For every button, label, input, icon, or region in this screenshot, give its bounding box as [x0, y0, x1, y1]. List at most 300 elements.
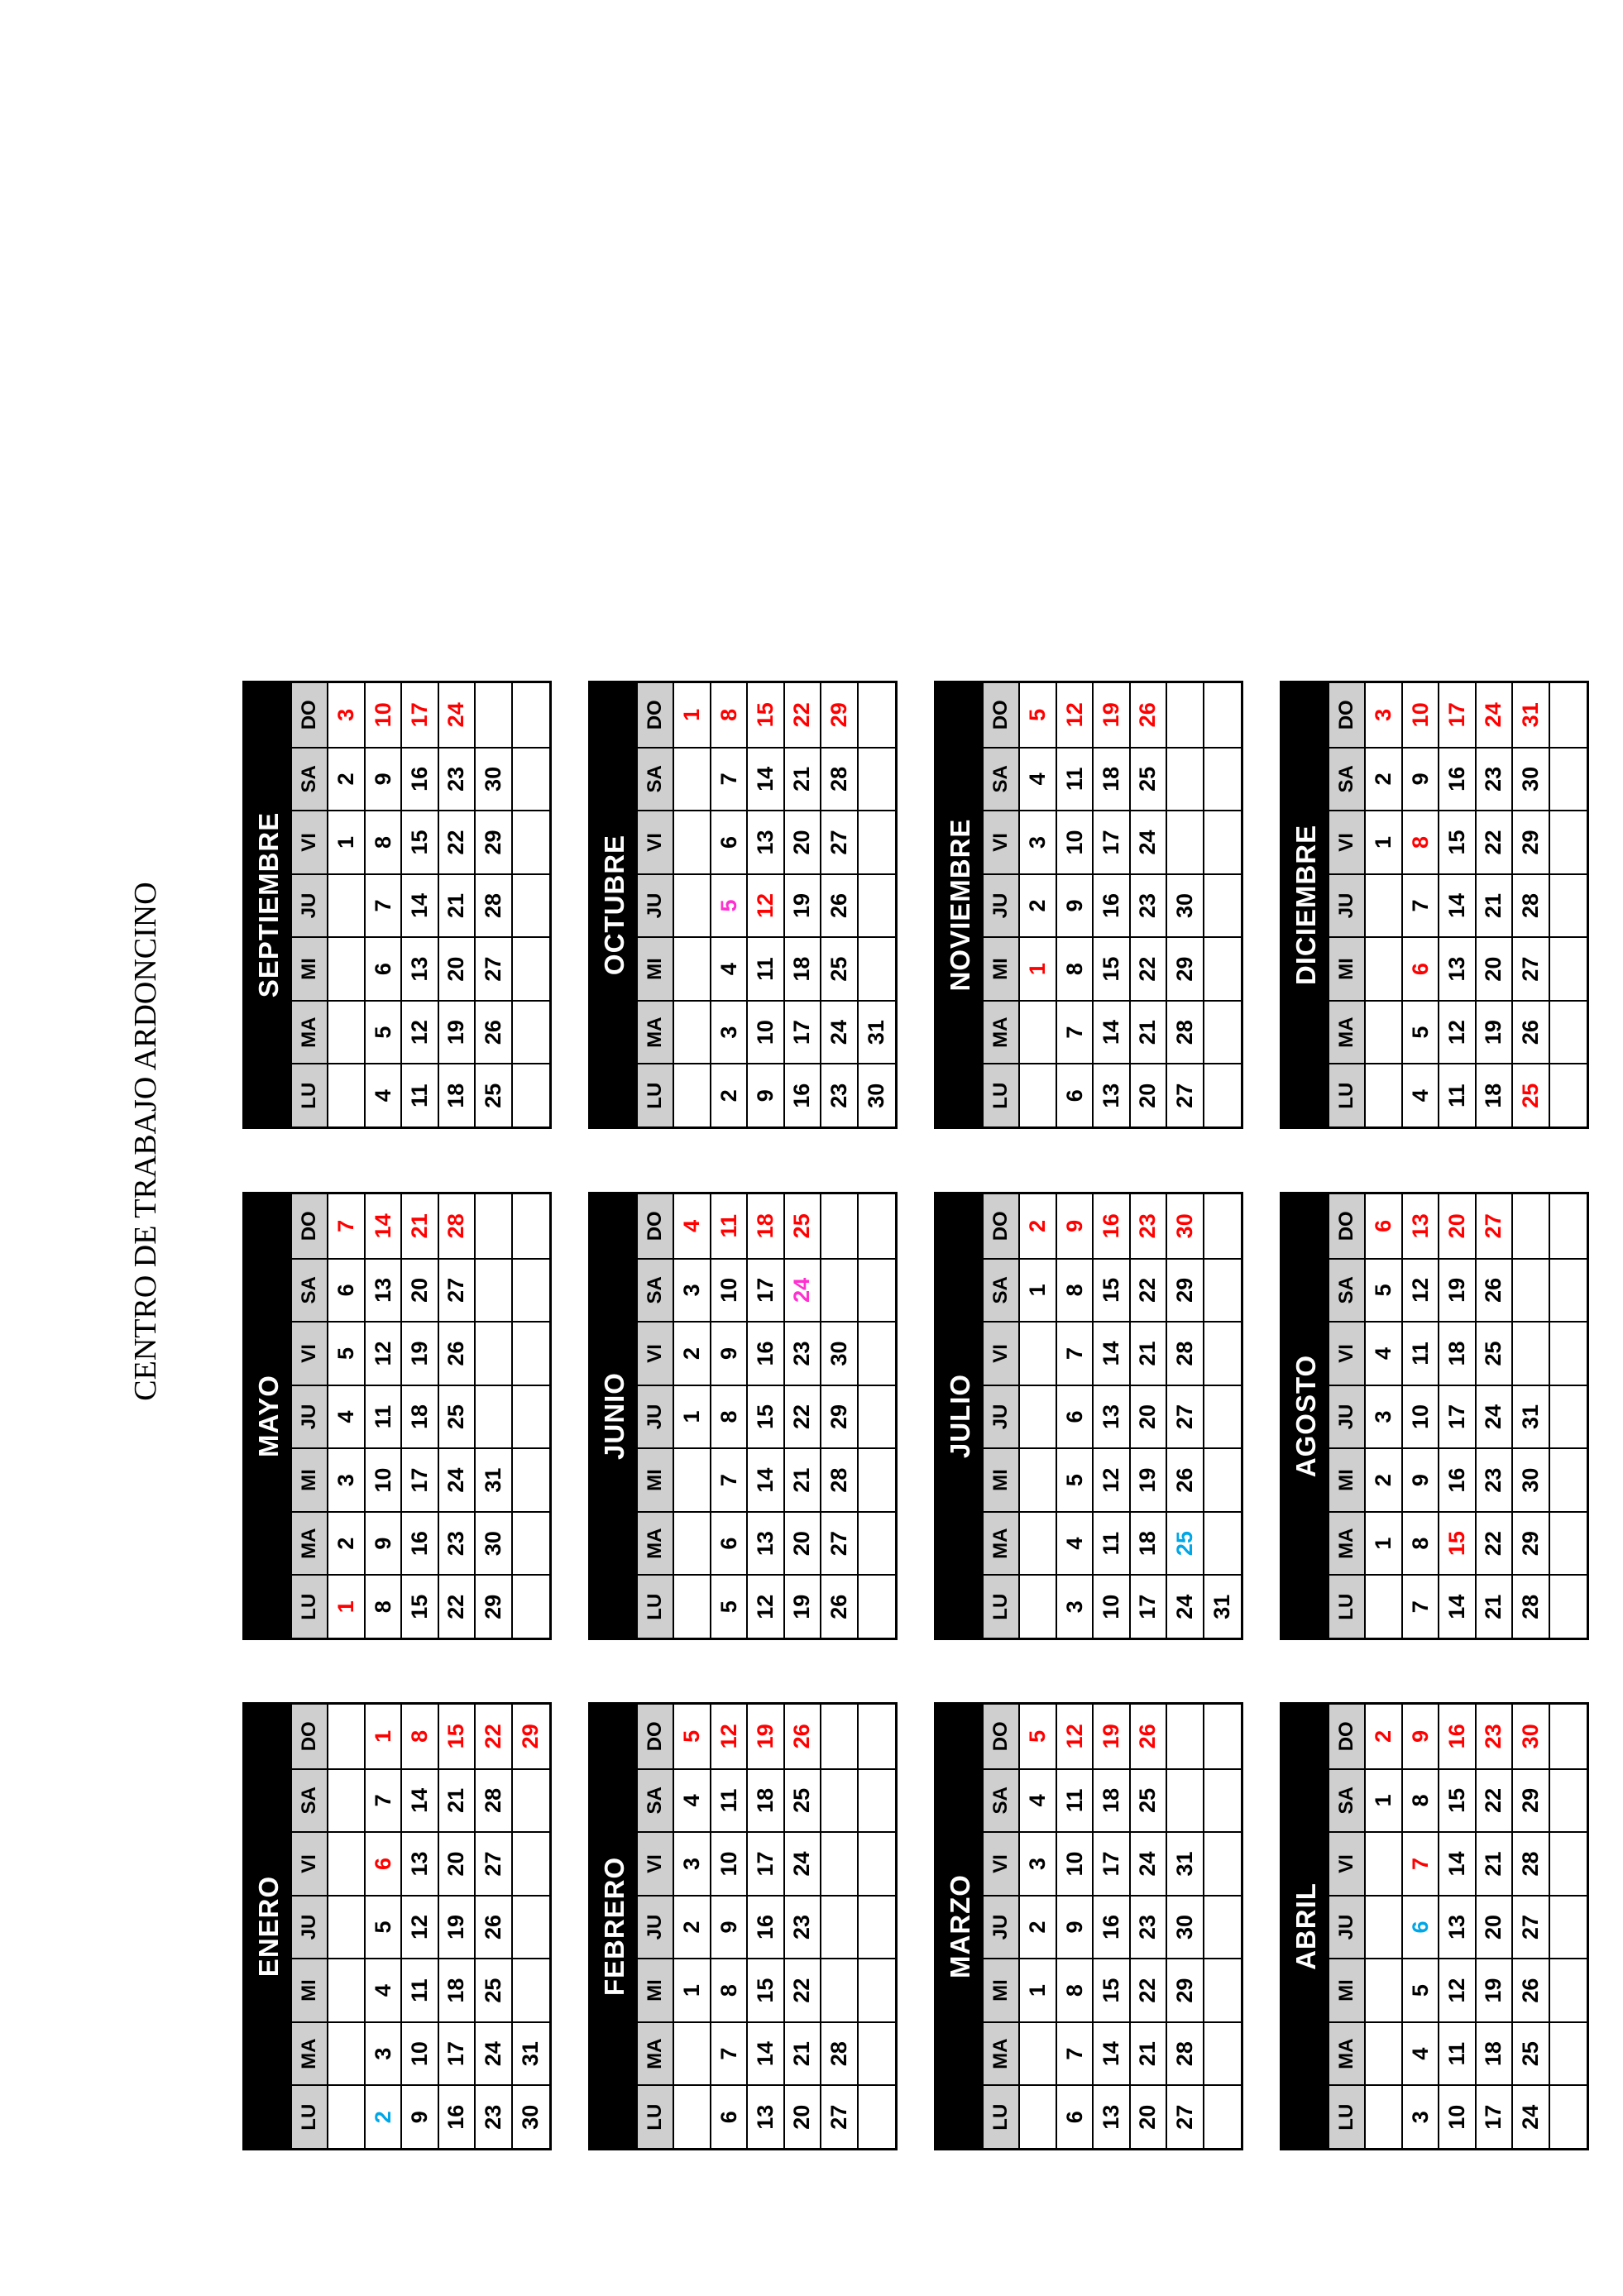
day-cell: 3 — [1366, 683, 1402, 747]
empty-day-cell — [1020, 1000, 1056, 1064]
weekday-header: MA — [984, 1511, 1020, 1575]
day-cell: 2 — [366, 2084, 402, 2148]
month-title: DICIEMBRE — [1282, 683, 1329, 1126]
day-cell: 13 — [402, 1831, 438, 1895]
empty-day-cell — [1204, 2084, 1241, 2148]
weekday-header: MA — [638, 1000, 674, 1064]
day-cell: 30 — [476, 747, 512, 811]
day-cell: 21 — [785, 747, 821, 811]
empty-day-cell — [476, 1321, 512, 1385]
empty-day-cell — [821, 1258, 858, 1322]
day-cell: 6 — [711, 1511, 748, 1575]
empty-day-cell — [1550, 1768, 1587, 1832]
day-cell: 2 — [1366, 1705, 1402, 1768]
day-cell: 22 — [1131, 1958, 1167, 2021]
month-noviembre — [934, 681, 1243, 1129]
day-cell: 4 — [711, 936, 748, 1000]
empty-day-cell — [821, 1958, 858, 2021]
day-cell: 3 — [1403, 2084, 1439, 2148]
day-cell: 27 — [1513, 1895, 1549, 1959]
empty-day-cell — [674, 936, 711, 1000]
day-cell: 24 — [785, 1831, 821, 1895]
day-cell: 11 — [1057, 747, 1094, 811]
day-grid — [292, 1194, 549, 1638]
empty-day-cell — [1550, 2021, 1587, 2085]
empty-day-cell — [1550, 1385, 1587, 1448]
month-octubre — [588, 681, 898, 1129]
day-cell: 30 — [1513, 747, 1549, 811]
day-cell: 10 — [1403, 683, 1439, 747]
day-cell: 15 — [748, 1385, 784, 1448]
day-cell: 25 — [476, 1063, 512, 1126]
day-cell: 23 — [1477, 1447, 1513, 1511]
day-cell: 15 — [1439, 1768, 1476, 1832]
day-cell: 19 — [1094, 1705, 1130, 1768]
day-cell: 20 — [785, 2084, 821, 2148]
weekday-header: JU — [292, 873, 328, 937]
day-cell: 9 — [1057, 1194, 1094, 1258]
day-cell: 15 — [1439, 810, 1476, 873]
weekday-header: VI — [638, 810, 674, 873]
day-cell: 7 — [711, 2021, 748, 2085]
weekday-header: DO — [292, 1194, 328, 1258]
empty-day-cell — [1366, 1958, 1402, 2021]
day-cell: 29 — [518, 1724, 543, 1749]
empty-day-cell — [1204, 747, 1241, 811]
day-cell: 10 — [1439, 2084, 1476, 2148]
empty-day-cell — [476, 1194, 512, 1258]
day-cell: 7 — [1403, 1574, 1439, 1638]
day-cell: 3 — [328, 683, 365, 747]
month-title: ABRIL — [1282, 1705, 1329, 2148]
day-cell: 17 — [1477, 2084, 1513, 2148]
day-cell: 6 — [1057, 2084, 1094, 2148]
day-cell: 1 — [1366, 1511, 1402, 1575]
weekday-header: SA — [1329, 747, 1366, 811]
month-title: OCTUBRE — [591, 683, 638, 1126]
month-septiembre — [242, 681, 552, 1129]
empty-day-cell — [328, 1768, 365, 1832]
weekday-header: SA — [1329, 1768, 1366, 1832]
day-cell: 6 — [1057, 1385, 1094, 1448]
day-cell: 10 — [711, 1831, 748, 1895]
day-cell: 20 — [402, 1258, 438, 1322]
weekday-header: JU — [292, 1895, 328, 1959]
day-cell: 12 — [1403, 1258, 1439, 1322]
empty-day-cell — [1513, 1258, 1549, 1322]
day-cell: 10 — [1057, 1831, 1094, 1895]
weekday-header: JU — [984, 1385, 1020, 1448]
day-cell: 26 — [821, 1574, 858, 1638]
day-cell: 21 — [1477, 1831, 1513, 1895]
day-cell: 14 — [366, 1194, 402, 1258]
empty-day-cell — [476, 1385, 512, 1448]
day-cell: 9 — [1403, 1705, 1439, 1768]
weekday-header: LU — [638, 1574, 674, 1638]
day-cell: 9 — [1403, 1447, 1439, 1511]
day-cell: 22 — [785, 1958, 821, 2021]
empty-day-cell — [1550, 936, 1587, 1000]
empty-day-cell — [1204, 1000, 1241, 1064]
empty-day-cell — [1366, 936, 1402, 1000]
day-cell: 1 — [1020, 936, 1056, 1000]
weekday-header: VI — [1329, 810, 1366, 873]
empty-day-cell — [513, 1194, 549, 1258]
day-cell: 1 — [1366, 1768, 1402, 1832]
day-cell: 29 — [1167, 1958, 1204, 2021]
day-cell: 16 — [1439, 1447, 1476, 1511]
day-cell: 25 — [1131, 747, 1167, 811]
day-cell: 24 — [1477, 1385, 1513, 1448]
day-cell: 21 — [1131, 1321, 1167, 1385]
weekday-header: MI — [984, 1447, 1020, 1511]
day-cell: 27 — [1513, 936, 1549, 1000]
empty-day-cell — [513, 1895, 549, 1959]
day-cell: 25 — [1167, 1511, 1204, 1575]
weekday-header: LU — [292, 2084, 328, 2148]
day-cell: 2 — [1366, 747, 1402, 811]
day-cell: 8 — [711, 1958, 748, 2021]
day-cell: 26 — [821, 873, 858, 937]
day-cell: 25 — [476, 1958, 512, 2021]
day-cell: 14 — [748, 2021, 784, 2085]
day-cell: 30 — [1167, 1895, 1204, 1959]
day-cell: 18 — [748, 1768, 784, 1832]
empty-day-cell — [859, 1958, 895, 2021]
day-cell: 28 — [439, 1194, 476, 1258]
empty-day-cell — [1550, 1958, 1587, 2021]
empty-day-cell — [1550, 1895, 1587, 1959]
day-cell: 18 — [748, 1194, 784, 1258]
day-cell: 7 — [1403, 1831, 1439, 1895]
day-cell: 22 — [1477, 810, 1513, 873]
day-cell: 13 — [1094, 1063, 1130, 1126]
weekday-header: VI — [984, 810, 1020, 873]
empty-day-cell — [1366, 1063, 1402, 1126]
empty-day-cell — [859, 1447, 895, 1511]
day-cell: 6 — [366, 1831, 402, 1895]
empty-day-cell — [674, 2084, 711, 2148]
day-cell: 28 — [821, 2021, 858, 2085]
empty-day-cell — [1204, 1511, 1241, 1575]
day-cell: 12 — [402, 1895, 438, 1959]
weekday-header: DO — [292, 1705, 328, 1768]
empty-day-cell — [821, 1194, 858, 1258]
month-title: JULIO — [936, 1194, 984, 1638]
day-cell: 12 — [402, 1000, 438, 1064]
day-cell: 12 — [711, 1705, 748, 1768]
day-grid — [1329, 1705, 1587, 2148]
day-cell: 2 — [1366, 1447, 1402, 1511]
empty-day-cell — [1204, 2021, 1241, 2085]
empty-day-cell — [513, 1063, 549, 1126]
day-cell: 7 — [711, 1447, 748, 1511]
empty-day-cell — [1204, 873, 1241, 937]
day-cell: 30 — [1167, 1194, 1204, 1258]
weekday-header: SA — [638, 1258, 674, 1322]
weekday-header: SA — [292, 1258, 328, 1322]
day-cell: 16 — [439, 2084, 476, 2148]
day-cell: 13 — [1439, 936, 1476, 1000]
day-cell: 31 — [1167, 1831, 1204, 1895]
weekday-header: JU — [1329, 1385, 1366, 1448]
page-title: CENTRO DE TRABAJO ARDONCINO — [128, 882, 163, 1401]
day-cell: 19 — [785, 1574, 821, 1638]
day-cell: 6 — [366, 936, 402, 1000]
empty-day-cell — [1366, 2021, 1402, 2085]
day-cell: 12 — [1439, 1958, 1476, 2021]
empty-day-cell — [859, 1768, 895, 1832]
month-title: MARZO — [936, 1705, 984, 2148]
day-cell: 3 — [711, 1000, 748, 1064]
day-cell: 24 — [1477, 683, 1513, 747]
day-cell: 25 — [1131, 1768, 1167, 1832]
day-cell: 20 — [1439, 1194, 1476, 1258]
weekday-header: VI — [292, 810, 328, 873]
day-cell: 12 — [1439, 1000, 1476, 1064]
day-cell: 24 — [439, 1447, 476, 1511]
day-cell: 25 — [1513, 2021, 1549, 2085]
day-cell: 23 — [1131, 873, 1167, 937]
empty-day-cell — [513, 873, 549, 937]
weekday-header: LU — [1329, 2084, 1366, 2148]
day-cell: 5 — [328, 1321, 365, 1385]
weekday-header: LU — [292, 1063, 328, 1126]
day-cell: 14 — [1439, 1574, 1476, 1638]
day-cell: 24 — [1131, 810, 1167, 873]
day-cell: 11 — [402, 1063, 438, 1126]
empty-day-cell — [1550, 747, 1587, 811]
empty-day-cell — [1204, 1895, 1241, 1959]
day-cell: 10 — [711, 1258, 748, 1322]
empty-day-cell — [674, 1000, 711, 1064]
day-cell: 4 — [366, 1063, 402, 1126]
empty-day-cell — [859, 683, 895, 747]
day-cell: 16 — [1439, 1705, 1476, 1768]
weekday-header: VI — [638, 1321, 674, 1385]
month-title: SEPTIEMBRE — [245, 683, 292, 1126]
weekday-header: LU — [292, 1574, 328, 1638]
day-cell: 29 — [1513, 1511, 1549, 1575]
empty-day-cell — [513, 810, 549, 873]
day-cell: 1 — [328, 1574, 365, 1638]
empty-day-cell — [1020, 1063, 1056, 1126]
day-cell: 23 — [1477, 1705, 1513, 1768]
day-grid — [1329, 683, 1587, 1126]
day-cell: 28 — [476, 873, 512, 937]
day-cell: 9 — [748, 1063, 784, 1126]
day-cell: 27 — [821, 2084, 858, 2148]
day-cell: 19 — [748, 1705, 784, 1768]
day-cell: 22 — [1131, 1258, 1167, 1322]
day-cell: 8 — [1403, 810, 1439, 873]
empty-day-cell — [513, 1321, 549, 1385]
day-cell: 8 — [366, 1574, 402, 1638]
day-grid — [292, 683, 549, 1126]
day-cell: 6 — [711, 810, 748, 873]
day-cell: 21 — [1131, 2021, 1167, 2085]
month-diciembre — [1280, 681, 1589, 1129]
day-grid — [292, 1705, 549, 2148]
day-cell: 23 — [1131, 1895, 1167, 1959]
day-cell: 29 — [821, 683, 858, 747]
empty-day-cell — [328, 2084, 365, 2148]
empty-day-cell — [1513, 1194, 1549, 1258]
empty-day-cell — [859, 1258, 895, 1322]
day-cell: 15 — [1094, 1258, 1130, 1322]
day-cell: 24 — [476, 2021, 512, 2085]
day-cell: 17 — [1439, 683, 1476, 747]
weekday-header: JU — [638, 1895, 674, 1959]
weekday-header: MI — [292, 1447, 328, 1511]
month-title: JUNIO — [591, 1194, 638, 1638]
empty-day-cell — [674, 2021, 711, 2085]
day-cell: 12 — [1057, 683, 1094, 747]
weekday-header: MA — [984, 2021, 1020, 2085]
weekday-header: MA — [1329, 1511, 1366, 1575]
empty-day-cell — [674, 810, 711, 873]
day-cell: 3 — [366, 2021, 402, 2085]
day-grid — [984, 683, 1241, 1126]
day-cell: 28 — [476, 1768, 512, 1832]
month-title: ENERO — [245, 1705, 292, 2148]
day-cell: 12 — [748, 1574, 784, 1638]
day-grid — [638, 683, 895, 1126]
day-cell: 21 — [402, 1194, 438, 1258]
day-cell: 27 — [1167, 1063, 1204, 1126]
day-cell: 23 — [821, 1063, 858, 1126]
day-cell: 21 — [785, 1447, 821, 1511]
empty-day-cell — [1204, 683, 1241, 747]
month-junio — [588, 1192, 898, 1640]
day-cell: 26 — [1477, 1258, 1513, 1322]
day-cell: 25 — [821, 936, 858, 1000]
day-cell: 11 — [1439, 2021, 1476, 2085]
day-cell: 17 — [1094, 1831, 1130, 1895]
day-cell: 24 — [1131, 1831, 1167, 1895]
weekday-header: JU — [1329, 873, 1366, 937]
empty-day-cell — [1550, 683, 1587, 747]
day-cell: 30 — [1513, 1705, 1549, 1768]
day-cell: 27 — [476, 936, 512, 1000]
empty-day-cell — [328, 1831, 365, 1895]
day-cell: 28 — [821, 1447, 858, 1511]
day-cell: 26 — [1167, 1447, 1204, 1511]
day-cell: 7 — [1403, 873, 1439, 937]
weekday-header: SA — [984, 747, 1020, 811]
day-cell: 21 — [439, 1768, 476, 1832]
day-cell: 26 — [1131, 1705, 1167, 1768]
empty-day-cell — [1167, 1768, 1204, 1832]
day-cell: 2 — [328, 747, 365, 811]
day-cell: 6 — [711, 2084, 748, 2148]
empty-day-cell — [821, 1768, 858, 1832]
empty-day-cell — [513, 1000, 549, 1064]
day-cell: 4 — [1020, 747, 1056, 811]
empty-day-cell — [328, 1063, 365, 1126]
empty-day-cell — [859, 2021, 895, 2085]
day-cell: 29 — [1167, 1258, 1204, 1322]
day-cell: 17 — [748, 1831, 784, 1895]
empty-day-cell — [1550, 1447, 1587, 1511]
empty-day-cell — [513, 1447, 549, 1511]
empty-day-cell — [1204, 1831, 1241, 1895]
day-cell: 4 — [1366, 1321, 1402, 1385]
day-cell: 5 — [711, 1574, 748, 1638]
day-cell: 10 — [1094, 1574, 1130, 1638]
day-cell: 13 — [1094, 1385, 1130, 1448]
empty-day-cell — [1550, 1258, 1587, 1322]
empty-day-cell — [1204, 936, 1241, 1000]
day-cell: 7 — [1057, 1000, 1094, 1064]
weekday-header: DO — [292, 683, 328, 747]
empty-day-cell — [1167, 747, 1204, 811]
day-cell: 5 — [1403, 1000, 1439, 1064]
day-cell: 9 — [402, 2084, 438, 2148]
day-cell: 14 — [1094, 1321, 1130, 1385]
day-cell: 15 — [1094, 1958, 1130, 2021]
empty-day-cell — [859, 1705, 895, 1768]
empty-day-cell — [1366, 2084, 1402, 2148]
month-title: AGOSTO — [1282, 1194, 1329, 1638]
weekday-header: MI — [638, 1958, 674, 2021]
day-cell: 24 — [821, 1000, 858, 1064]
day-cell: 10 — [748, 1000, 784, 1064]
day-cell: 16 — [748, 1321, 784, 1385]
empty-day-cell — [859, 1385, 895, 1448]
day-cell: 22 — [476, 1705, 512, 1768]
day-cell: 16 — [748, 1895, 784, 1959]
day-cell: 27 — [1477, 1194, 1513, 1258]
day-cell: 28 — [1167, 1000, 1204, 1064]
day-cell: 20 — [785, 1511, 821, 1575]
empty-day-cell — [328, 873, 365, 937]
weekday-header: SA — [292, 1768, 328, 1832]
weekday-header: MI — [984, 936, 1020, 1000]
day-cell: 19 — [402, 1321, 438, 1385]
empty-day-cell — [513, 1768, 549, 1832]
day-cell: 14 — [1094, 1000, 1130, 1064]
day-cell: 14 — [1439, 1831, 1476, 1895]
weekday-header: MA — [638, 1511, 674, 1575]
day-cell: 25 — [785, 1194, 821, 1258]
day-cell: 17 — [1439, 1385, 1476, 1448]
day-cell: 10 — [402, 2021, 438, 2085]
day-cell: 17 — [1131, 1574, 1167, 1638]
empty-day-cell — [859, 1574, 895, 1638]
weekday-header: LU — [984, 1574, 1020, 1638]
empty-day-cell — [674, 1447, 711, 1511]
empty-day-cell — [513, 1958, 549, 2021]
weekday-header: VI — [1329, 1321, 1366, 1385]
day-cell: 27 — [821, 1511, 858, 1575]
day-cell: 8 — [1057, 936, 1094, 1000]
weekday-header: JU — [292, 1385, 328, 1448]
empty-day-cell — [1204, 1385, 1241, 1448]
day-cell: 29 — [1513, 810, 1549, 873]
empty-day-cell — [1550, 1574, 1587, 1638]
day-cell: 31 — [1204, 1574, 1241, 1638]
day-cell: 20 — [1477, 1895, 1513, 1959]
weekday-header: MI — [638, 1447, 674, 1511]
day-cell: 4 — [328, 1385, 365, 1448]
weekday-header: VI — [1329, 1831, 1366, 1895]
day-cell: 26 — [785, 1705, 821, 1768]
day-cell: 8 — [1403, 1768, 1439, 1832]
day-cell: 13 — [748, 1511, 784, 1575]
day-cell: 28 — [1167, 1321, 1204, 1385]
day-cell: 19 — [1439, 1258, 1476, 1322]
